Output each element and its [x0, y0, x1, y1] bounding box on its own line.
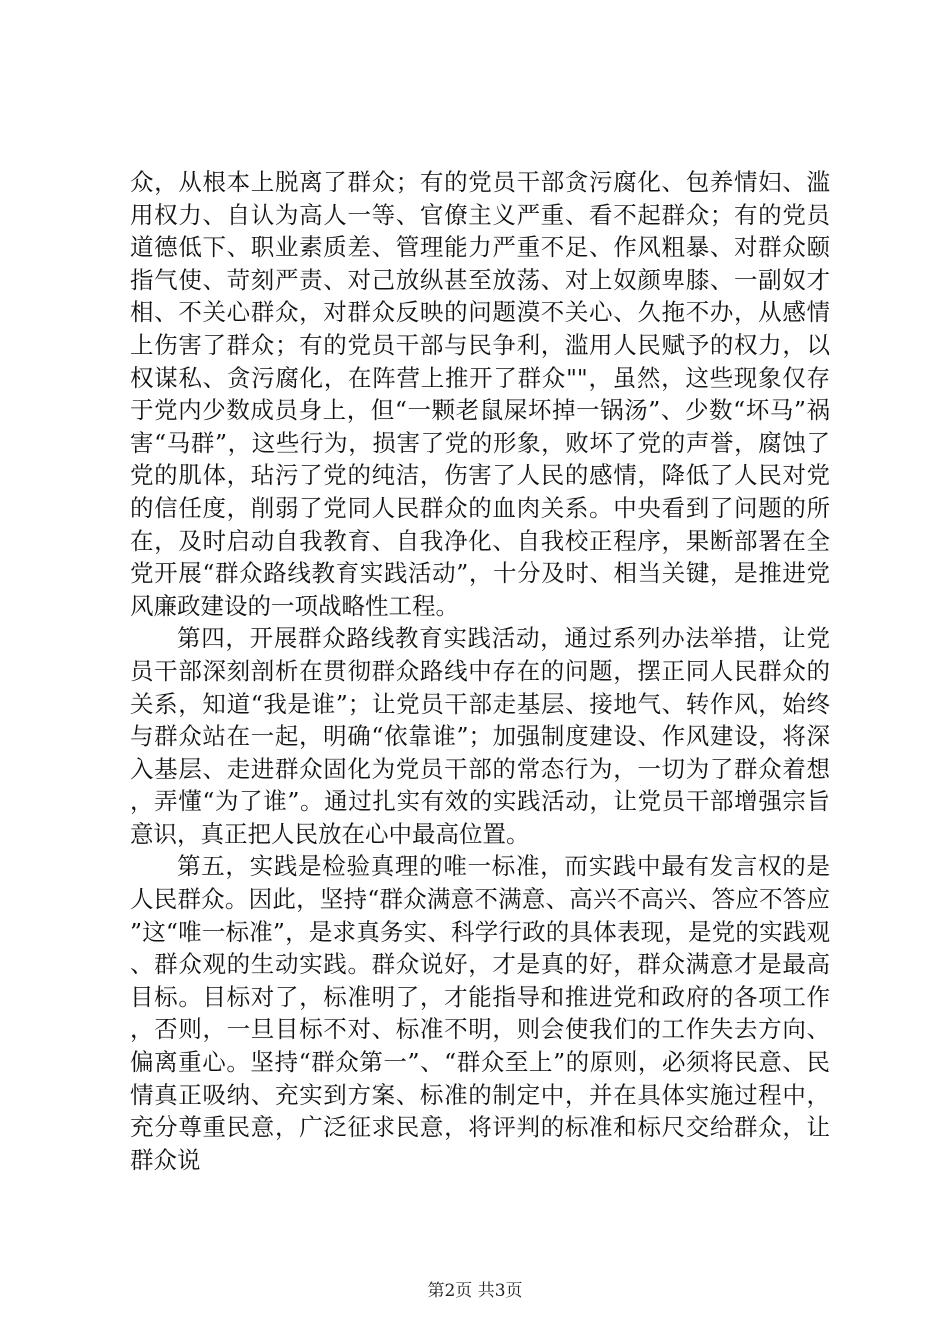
document-body [130, 166, 830, 1176]
paragraph-1: 众，从根本上脱离了群众；有的党员干部贪污腐化、包养情妇、滥用权力、自认为高人一等、官僚主义严重、看不起群众；有的党员道德低下、职业素质差、管理能力严重不足、作风粗暴、对群众颐指气使、苛刻严责、对己放纵甚至放荡、对上奴颜卑膝、一副奴才相、不关心群众，对群众反映的问题漠不关心、久拖不办，从感情上伤害了群众；有的党员干部与民争利，滥用人民赋予的权力，以权谋私、贪污腐化，在阵营上推开了群众""，虽然，这些现象仅存于党内少数成员身上，但“一颗老鼠屎坏掉一锅汤”、少数“坏马”祸害“马群”，这些行为，损害了党的形象，败坏了党的声誉，腐蚀了党的肌体，玷污了党的纯洁，伤害了人民的感情，降低了人民对党的信任度，削弱了党同人民群众的血肉关系。中央看到了问题的所在，及时启动自我教育、自我净化、自我校正程序，果断部署在全党开展“群众路线教育实践活动”，十分及时、相当关键，是推进党风廉政建设的一项战略性工程。 [130, 168, 830, 620]
paragraph-3: 第五，实践是检验真理的唯一标准，而实践中最有发言权的是人民群众。因此，坚持“群众满意不满意、高兴不高兴、答应不答应”这“唯一标准”，是求真务实、科学行政的具体表现，是党的实践观、群众观的生动实践。群众说好，才是真的好，群众满意才是最高目标。目标对了，标准明了，才能指导和推进党和政府的各项工作，否则，一旦目标不对、标准不明，则会使我们的工作失去方向、偏离重心。坚持“群众第一”、“群众至上”的原则，必须将民意、民情真正吸纳、充实到方案、标准的制定中，并在具体实施过程中，充分尊重民意，广泛征求民意，将评判的标准和标尺交给群众，让群众说 [130, 852, 830, 1174]
page-footer: 第2页 共3页 [427, 1281, 523, 1301]
paragraph-2: 第四，开展群众路线教育实践活动，通过系列办法举措，让党员干部深刻剖析在贯彻群众路线中存在的问题，摆正同人民群众的关系，知道“我是谁”；让党员干部走基层、接地气、转作风，始终与群众站在一起，明确“依靠谁”；加强制度建设、作风建设，将深入基层、走进群众固化为党员干部的常态行为，一切为了群众着想，弄懂“为了谁”。通过扎实有效的实践活动，让党员干部增强宗旨意识，真正把人民放在心中最高位置。 [130, 624, 830, 848]
